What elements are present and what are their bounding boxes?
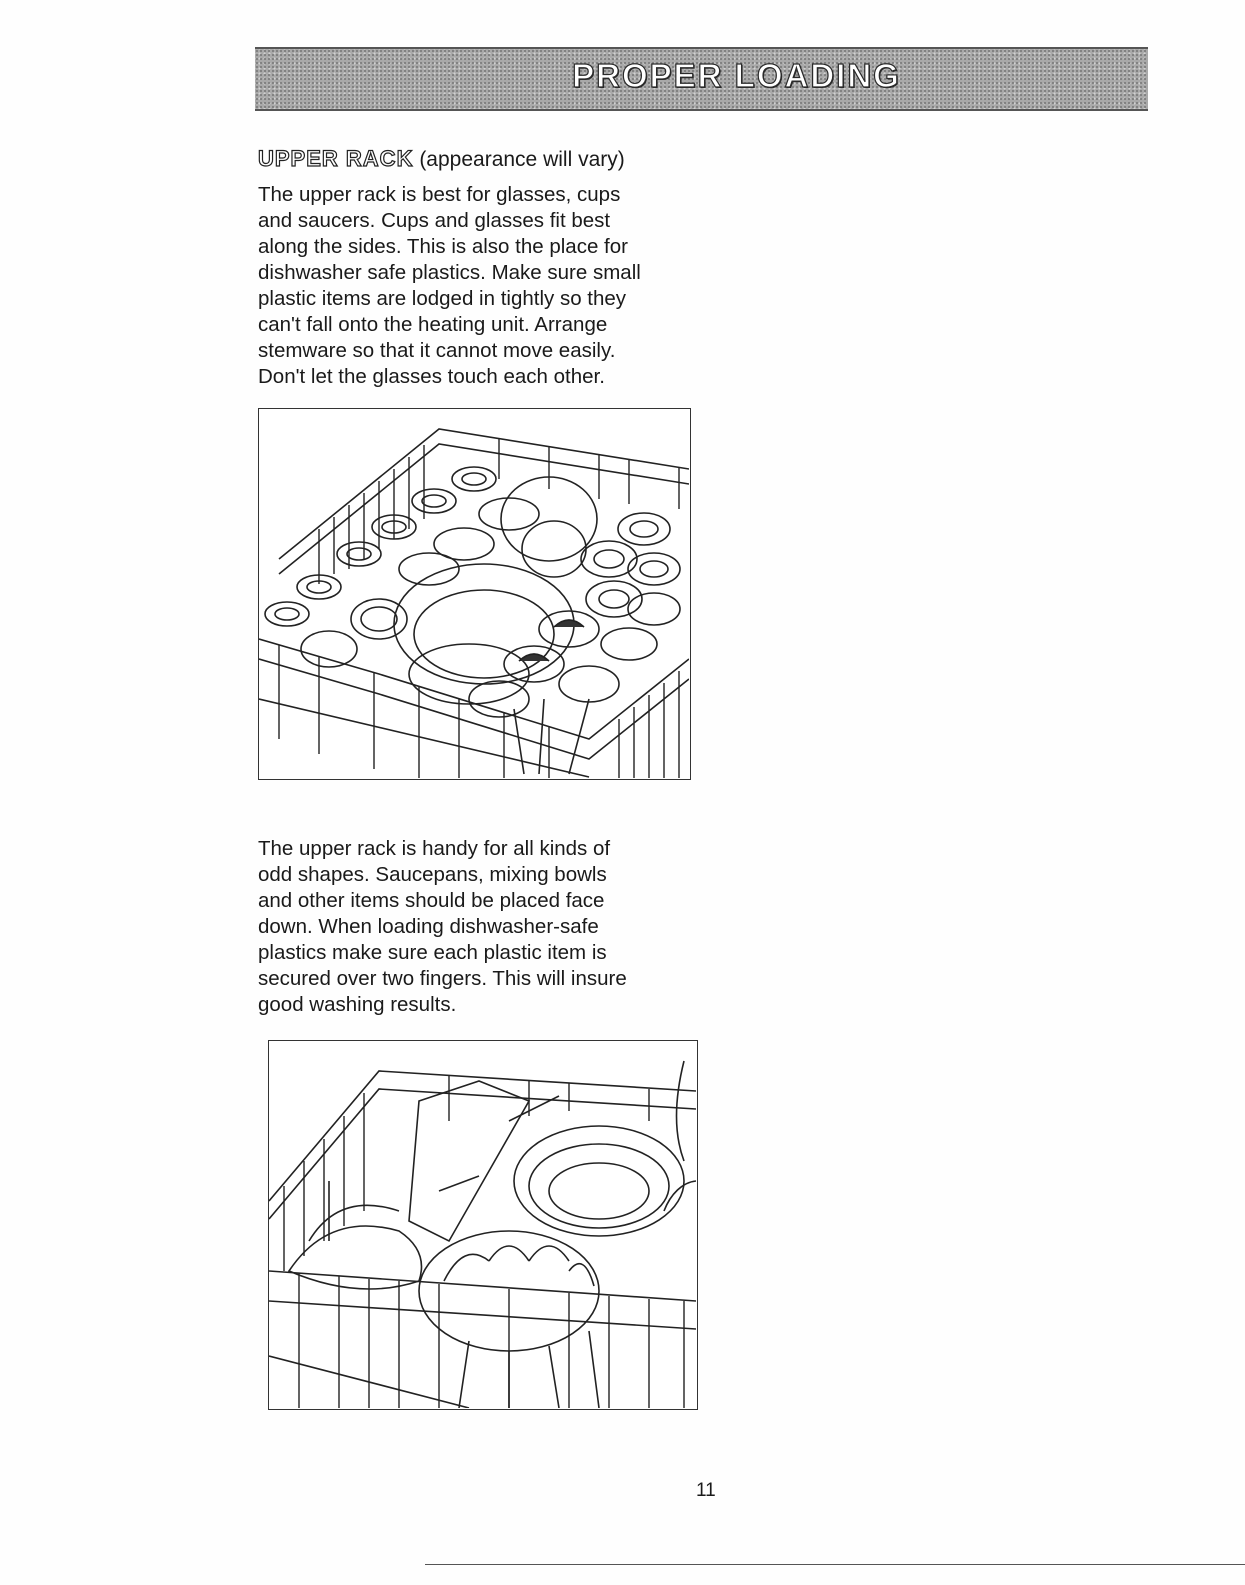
section-heading-note: (appearance will vary) (419, 148, 625, 171)
page-number: 11 (696, 1480, 716, 1501)
paragraph-odd-shapes (258, 836, 708, 1018)
text-line: plastic items are lodged in tightly so they (258, 287, 627, 310)
text-line: The upper rack is best for glasses, cups (258, 183, 621, 206)
text-line: Don't let the glasses touch each other. (258, 365, 605, 388)
text-line: plastics make sure each plastic item is (258, 941, 607, 964)
text-line: odd shapes. Saucepans, mixing bowls (258, 863, 607, 886)
section-heading: UPPER RACK (258, 146, 414, 171)
text-line: stemware so that it cannot move easily. (258, 339, 616, 362)
footer-rule (425, 1564, 1245, 1565)
text-line: along the sides. This is also the place for (258, 235, 628, 258)
paragraph-upper-rack-glasses (258, 182, 708, 390)
text-line: can't fall onto the heating unit. Arrange (258, 313, 608, 336)
page-title: PROPER LOADING (572, 57, 901, 94)
illustration-upper-rack-odd-shapes (268, 1040, 698, 1410)
text-line: dishwasher safe plastics. Make sure small (258, 261, 641, 284)
text-line: good washing results. (258, 993, 457, 1016)
text-line: The upper rack is handy for all kinds of (258, 837, 611, 860)
text-line: down. When loading dishwasher-safe (258, 915, 599, 938)
text-line: and saucers. Cups and glasses fit best (258, 209, 611, 232)
header-banner (255, 47, 1148, 111)
text-line: secured over two fingers. This will insure (258, 967, 627, 990)
illustration-upper-rack-glasses (258, 408, 691, 780)
section-heading-row (258, 146, 625, 172)
text-line: and other items should be placed face (258, 889, 605, 912)
